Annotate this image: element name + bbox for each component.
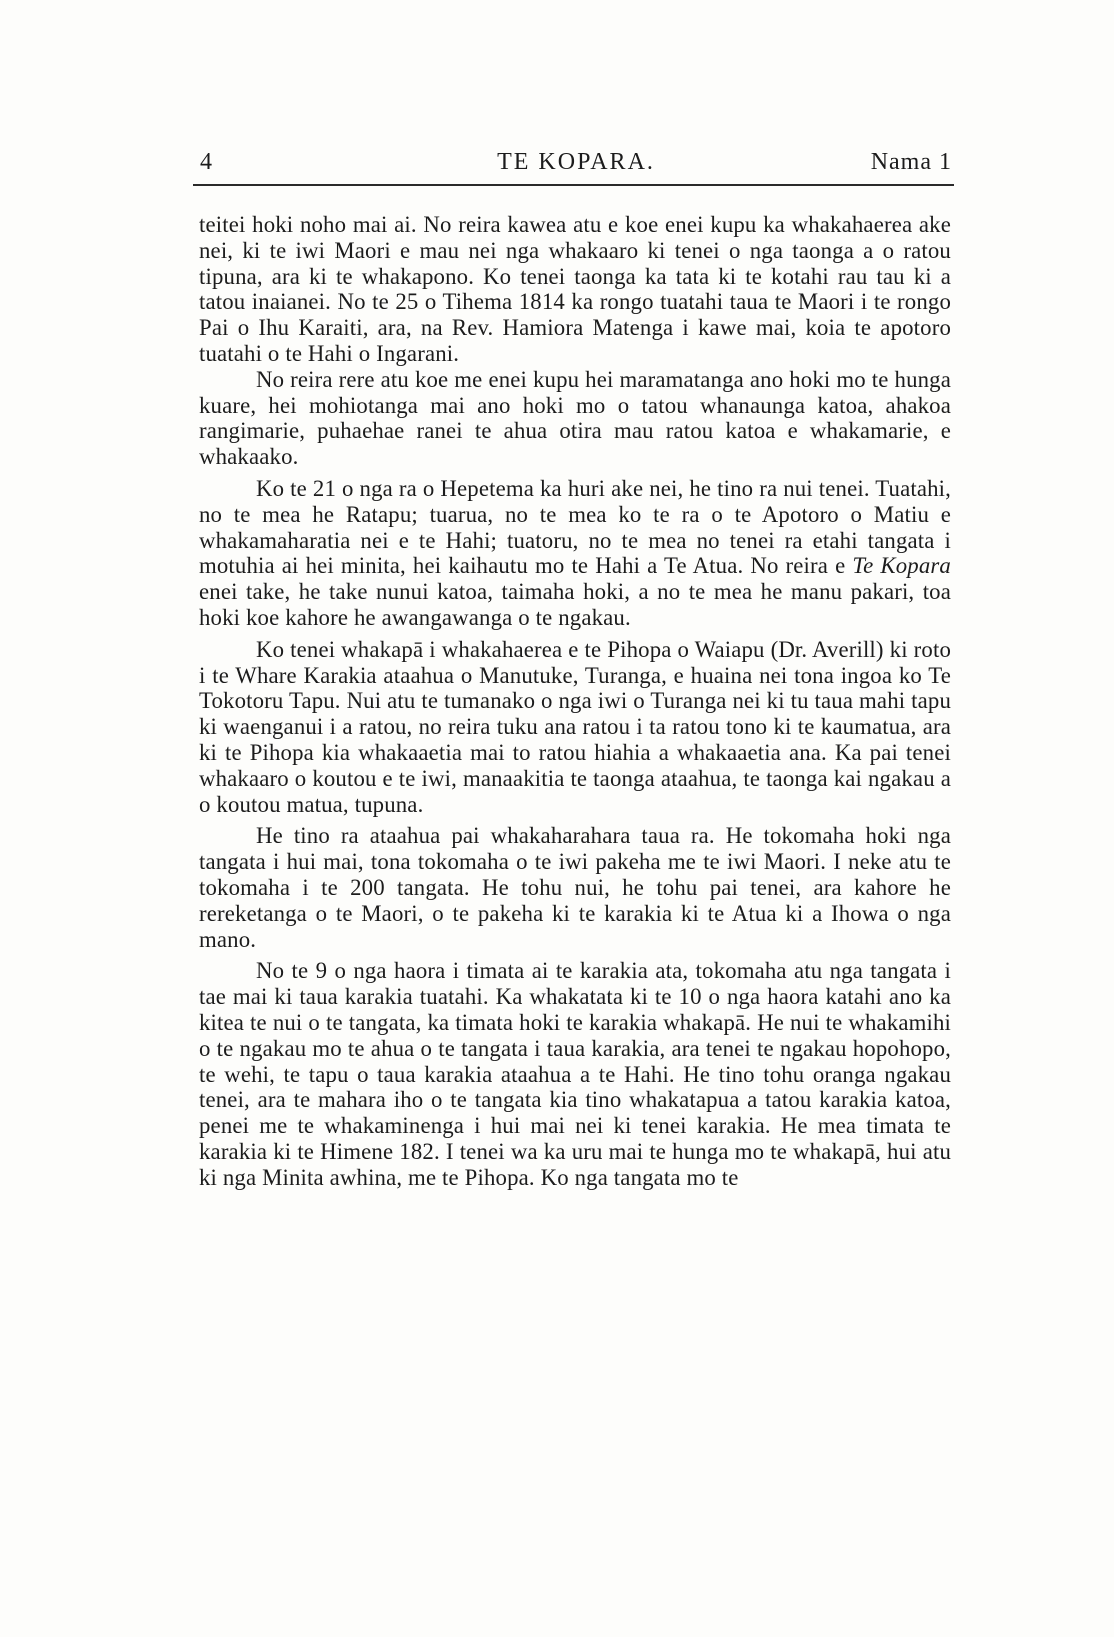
running-header — [200, 142, 952, 182]
page-number: 4 — [200, 149, 212, 175]
paragraph: Ko tenei whakapā i whakahaerea e te Pihopa o Waiapu (Dr. Averill) ki roto i te Whare Karakia ataahua o Manutuke, Turanga, e huaina nei tona ingoa ko Te Tokotoru Tapu. Nui atu te tumanako o nga iwi o Turanga nei ki tu taua mahi tapu ki waenganui i a ratou, no reira tuku ana ratou i ta ratou tono ki te kaumatua, ara ki te Pihopa kia whakaaetia mai to ratou hiahia a whakaaetia ana. Ka pai tenei whakaaro o koutou e te iwi, manaakitia te taonga ataahua, te taonga kai ngakau a o koutou matua, tupuna. — [199, 636, 951, 817]
paragraph: No te 9 o nga haora i timata ai te karakia ata, tokomaha atu nga tangata i tae mai ki taua karakia tuatahi. Ka whakatata ki te 10 o nga haora katahi ano ka kitea te nui o te tangata, ka timata hoki te karakia whakapā. He nui te whakamihi o te ngakau mo te ahua o te tangata i taua karakia, ara tenei te ngakau hopohopo, te wehi, te tapu o taua karakia ataahua a te Hahi. He tino tohu oranga ngakau tenei, ara te mahara iho o te tangata kia tino whakatapua a tatou karakia katoa, penei me te whakaminenga i hui mai nei ki tenei karakia. He mea timata te karakia ki te Himene 182. I tenei wa ka uru mai te hunga mo te whakapā, hui atu ki nga Minita awhina, me te Pihopa. Ko nga tangata mo te — [199, 958, 951, 1190]
issue-label: Nama 1 — [870, 149, 952, 175]
header-rule — [193, 184, 954, 186]
paragraph — [199, 476, 951, 631]
paragraph: teitei hoki noho mai ai. No reira kawea atu e koe enei kupu ka whakahaerea ake nei, ki te iwi Maori e mau nei nga whakaaro ki tenei o nga taonga a o ratou tipuna, ara ki te whakapono. Ko tenei taonga ka tata ki te kotahi rau tau ki a tatou inaianei. No te 25 o Tihema 1814 ka rongo tuatahi taua te Maori i te rongo Pai o Ihu Karaiti, ara, na Rev. Hamiora Matenga i kawe mai, koia te apotoro tuatahi o te Hahi o Ingarani. — [199, 212, 951, 366]
paragraph-text: Ko te 21 o nga ra o Hepetema ka huri ake nei, he tino ra nui tenei. Tuatahi, no te mea he Ratapu; tuarua, no te mea ko te ra o te Apotoro o Matiu e whakamaharatia nei e te Hahi; tuatoru, no te mea no tenei ra etahi tangata i motuhia ai hei minita, hei kaihautu mo te Hahi a Te Atua. No reira e — [199, 475, 951, 579]
paragraph-text: enei take, he take nunui katoa, taimaha hoki, a no te mea he manu pakari, toa hoki koe kahore he awangawanga o te ngakau. — [199, 579, 951, 630]
paragraph: He tino ra ataahua pai whakaharahara taua ra. He tokomaha hoki nga tangata i hui mai, tona tokomaha o te iwi pakeha me te iwi Maori. I neke atu te tokomaha i te 200 tangata. He tohu nui, he tohu pai tenei, ara kahore he rereketanga o te Maori, o te pakeha ki te karakia ki te Atua ki a Ihowa o nga mano. — [199, 823, 951, 952]
paragraph: No reira rere atu koe me enei kupu hei maramatanga ano hoki mo te hunga kuare, hei mohiotanga mai ano hoki mo o tatou whanaunga katoa, ahakoa rangimarie, puhaehae ranei te ahua otira mau ratou katoa e whakamarie, e whakaako. — [199, 366, 951, 470]
running-title: TE KOPARA. — [497, 149, 655, 175]
body-text — [199, 212, 951, 1190]
italic-title: Te Kopara — [852, 553, 951, 579]
